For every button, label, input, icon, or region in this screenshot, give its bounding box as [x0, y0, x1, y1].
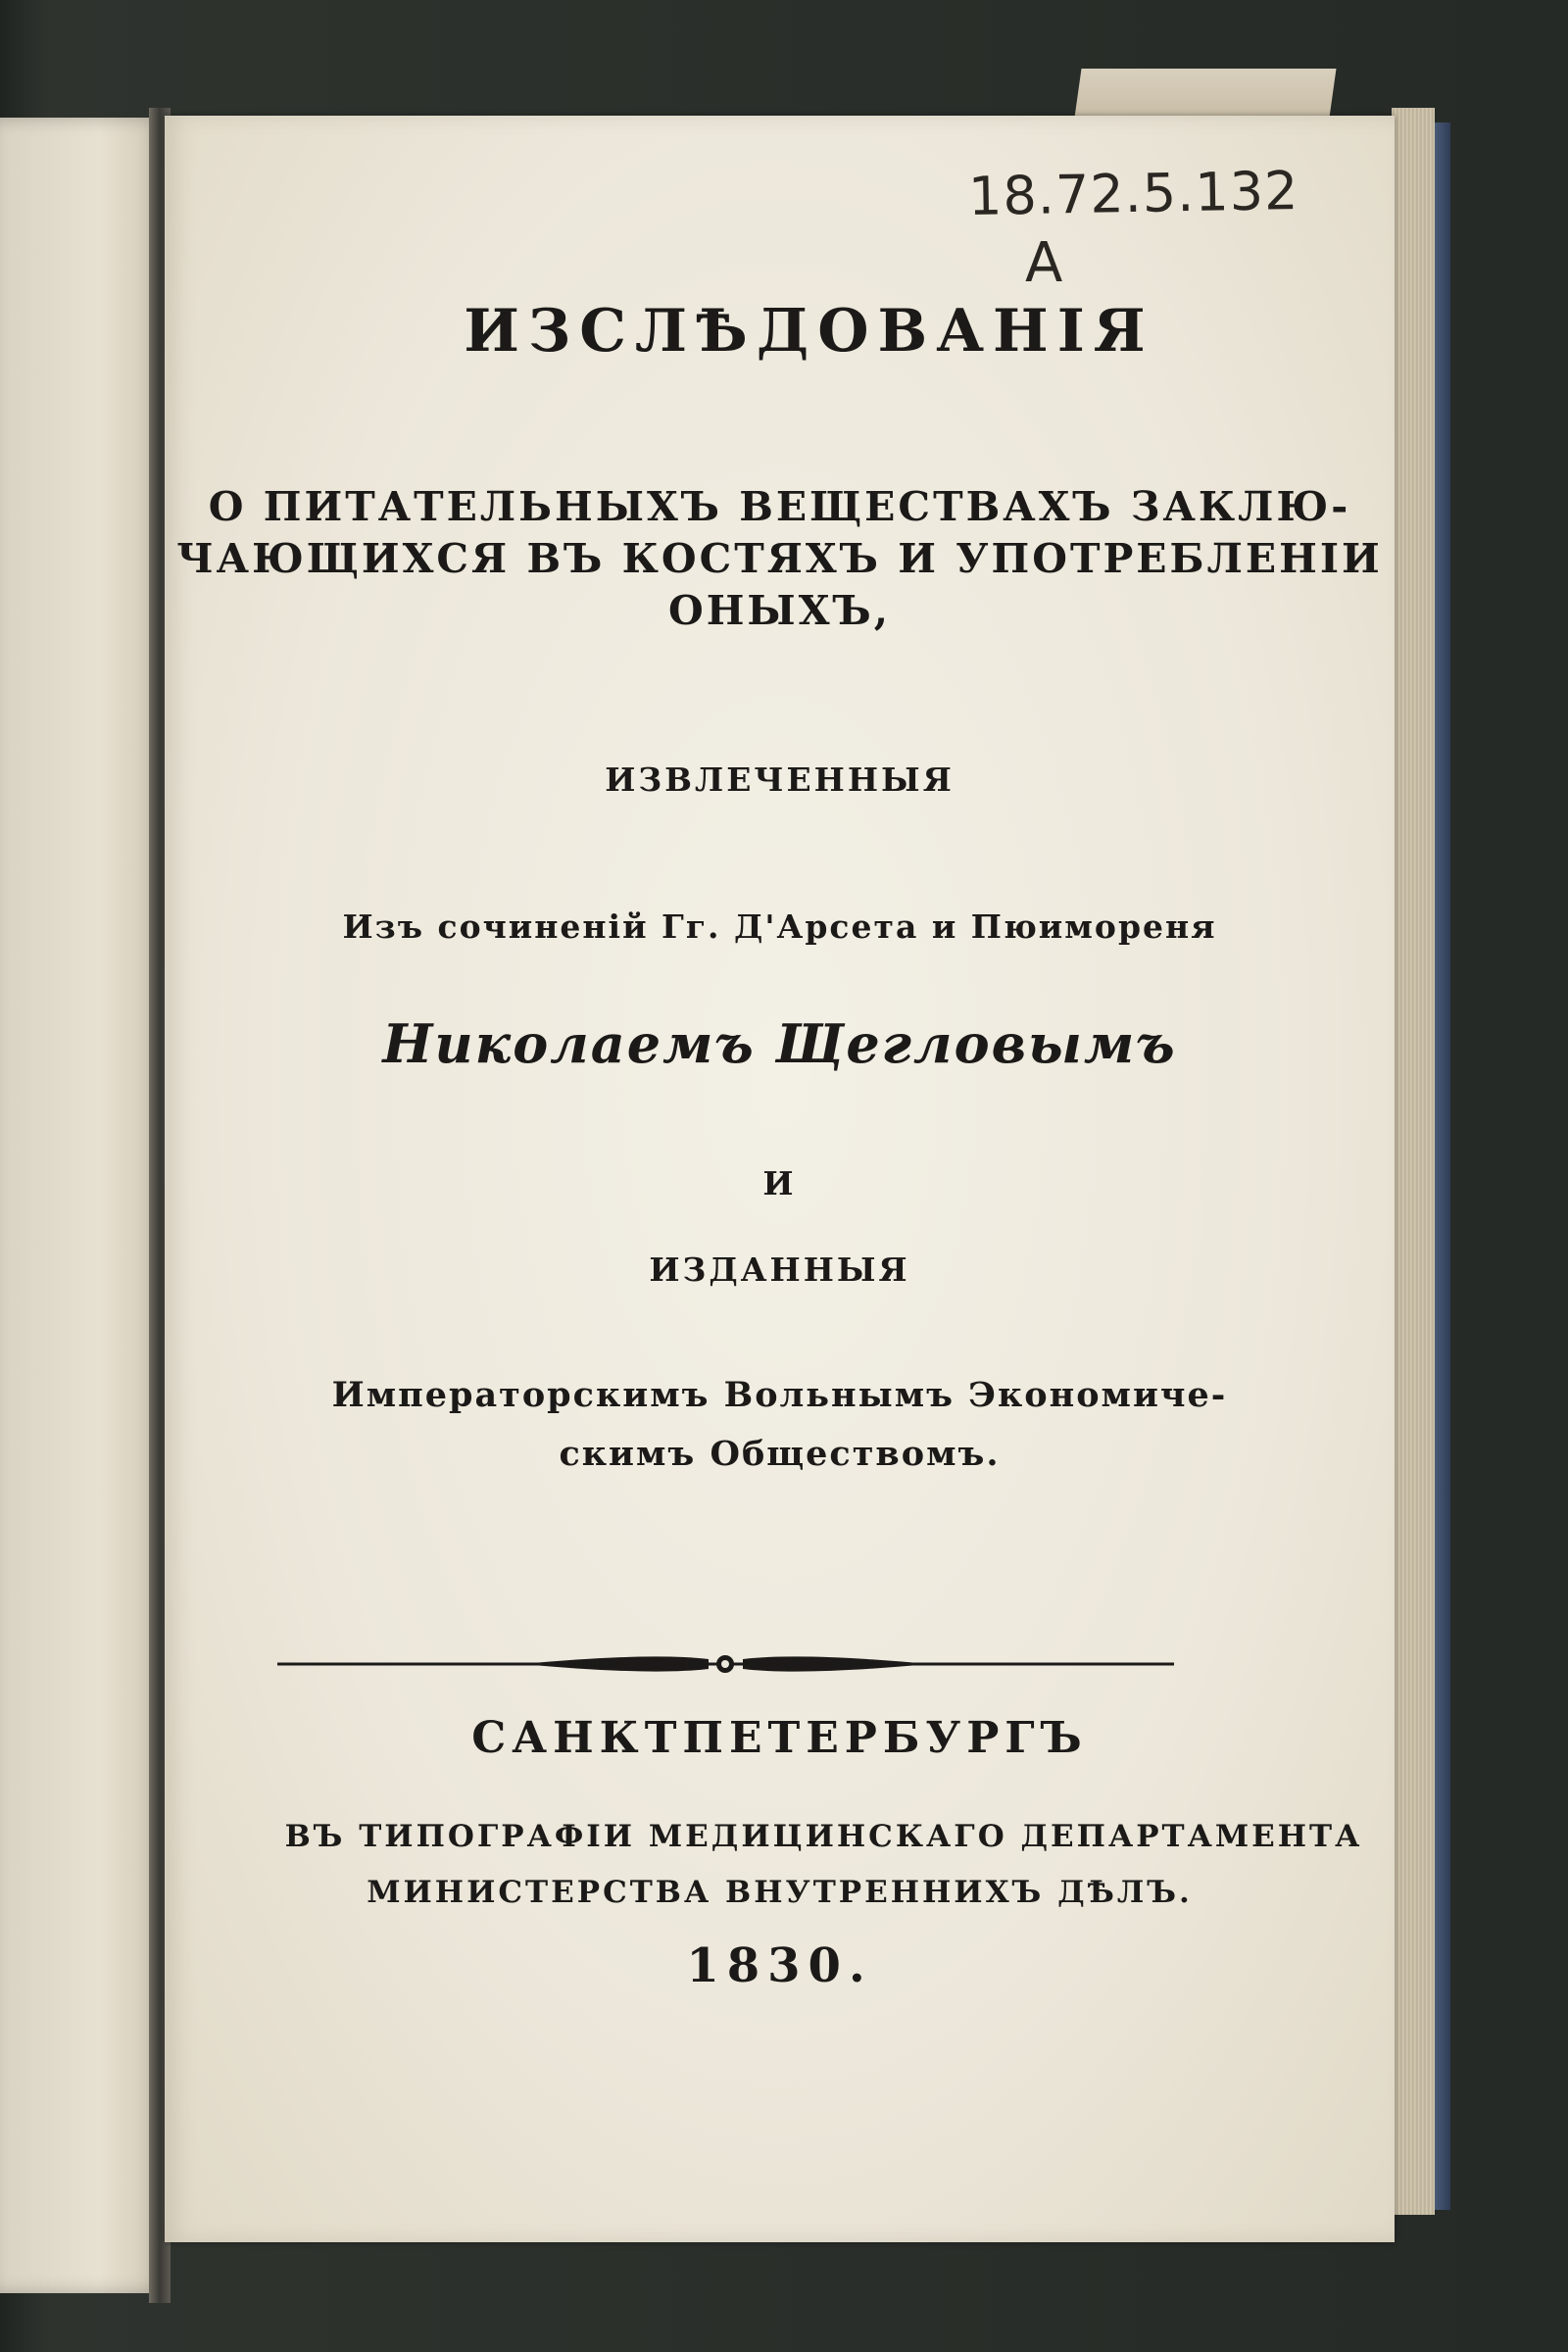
publisher-line-2: скимъ Обществомъ. [559, 1434, 1001, 1474]
printer-line-2: МИНИСТЕРСТВА ВНУТРЕННИХЪ ДѢЛЪ. [367, 1875, 1193, 1910]
city-name: САНКТПЕТЕРБУРГЪ [471, 1713, 1088, 1763]
title-page [165, 116, 1395, 2242]
handwritten-shelfmark-letter: A [1025, 231, 1063, 295]
extracted-label: ИЗВЛЕЧЕННЫЯ [605, 760, 955, 799]
publisher-line-1: Императорскимъ Вольнымъ Экономичe- [331, 1375, 1228, 1415]
subtitle-line-2: ЧАЮЩИХСЯ ВЪ КОСТЯХЪ И УПОТРЕБЛЕНІИ [176, 535, 1383, 582]
publication-year: 1830. [686, 1938, 873, 1993]
printer-line-1: ВЪ ТИПОГРАФІИ МЕДИЦИНСКАГО ДЕПАРТАМЕНТА [284, 1819, 1363, 1854]
cover-edge [1435, 122, 1450, 2210]
source-line: Изъ сочиненій Гг. Д'Арсета и Пюимореня [342, 907, 1217, 946]
subtitle-line-3: ОНЫХЪ, [667, 587, 892, 634]
facing-page [0, 118, 165, 2293]
subtitle-line-1: О ПИТАТЕЛЬНЫХЪ ВЕЩЕСТВАХЪ ЗАКЛЮ- [208, 483, 1351, 530]
published-label: ИЗДАННЫЯ [649, 1250, 910, 1289]
conjunction: И [762, 1164, 797, 1202]
handwritten-shelfmark: 18.72.5.132 [967, 160, 1299, 227]
ornamental-rule [277, 1649, 1174, 1679]
page-block-edges [1392, 108, 1435, 2215]
page-top-edge [1074, 69, 1336, 118]
author-name: Николаемъ Щегловымъ [382, 1012, 1177, 1075]
book-title: ИЗСЛѢДОВАНІЯ [464, 297, 1154, 366]
